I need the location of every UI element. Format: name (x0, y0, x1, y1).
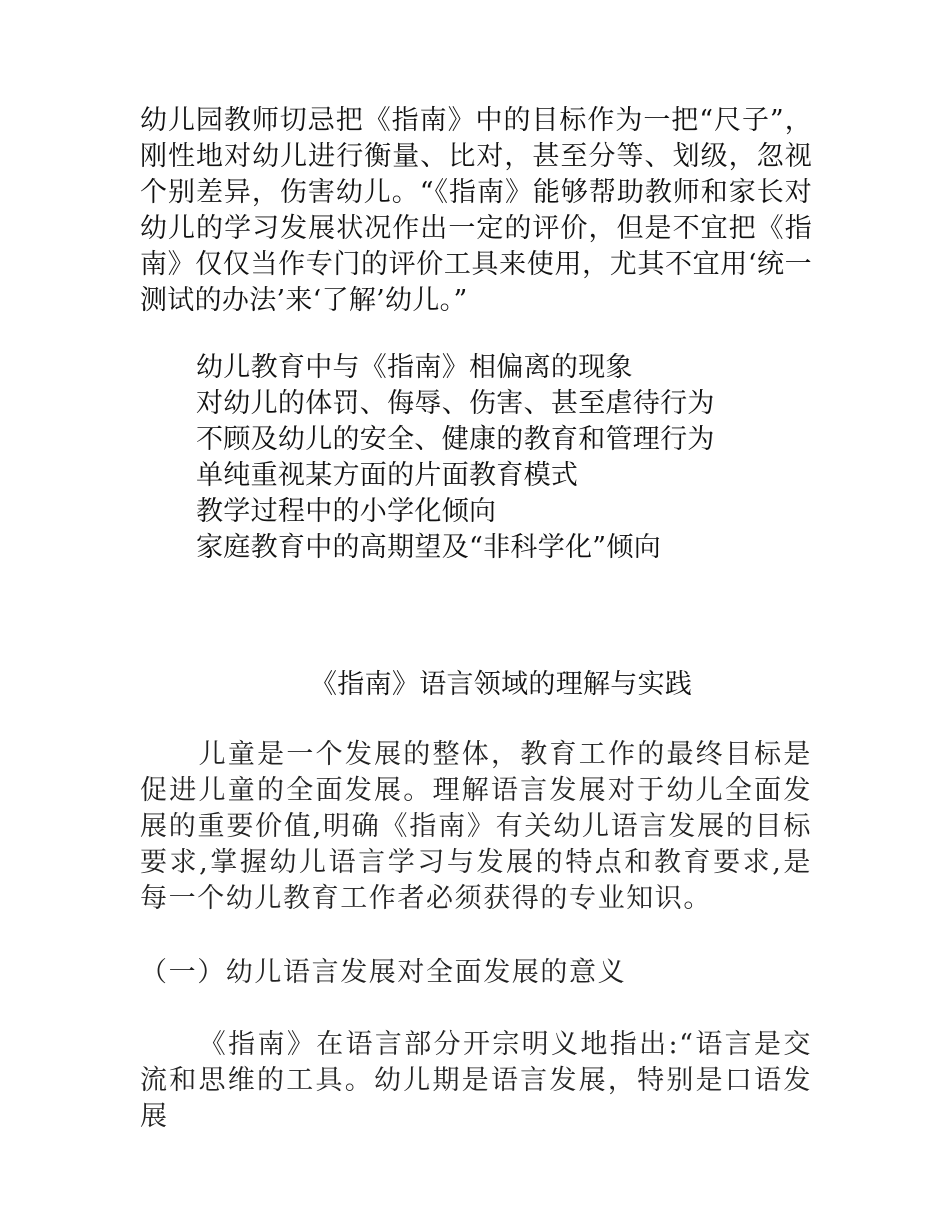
body-paragraph (140, 737, 812, 917)
intro-paragraph: 幼儿园教师切忌把《指南》中的目标作为一把“尺子”，刚性地对幼儿进行衡量、比对，甚至分等、划级，忽视个别差异，伤害幼儿。“《指南》能够帮助教师和家长对幼儿的学习发展状况作出一定的评价，但是不宜把《指南》仅仅当作专门的评价工具来使用，尤其不宜用‘统一测试的办法’来‘了解’幼儿。” (140, 105, 812, 316)
list-item: 对幼儿的体罚、侮辱、伤害、甚至虐待行为 (196, 388, 715, 419)
list-item: 家庭教育中的高期望及“非科学化”倾向 (196, 532, 662, 563)
list-item: 单纯重视某方面的片面教育模式 (196, 460, 579, 491)
deviation-list (196, 350, 715, 566)
subheading: （一）幼儿语言发展对全面发展的意义 (140, 957, 627, 988)
last-paragraph-text: 《指南》在语言部分开宗明义地指出:“语言是交流和思维的工具。幼儿期是语言发展，特别是口语发展 (140, 1029, 812, 1132)
list-item: 不顾及幼儿的安全、健康的教育和管理行为 (196, 424, 715, 455)
section-title: 《指南》语言领域的理解与实践 (310, 669, 693, 700)
body-paragraph-text: 儿童是一个发展的整体，教育工作的最终目标是促进儿童的全面发展。理解语言发展对于幼儿全面发展的重要价值,明确《指南》有关幼儿语言发展的目标要求,掌握幼儿语言学习与发展的特点和教育要求,是每一个幼儿教育工作者必须获得的专业知识。 (140, 739, 812, 914)
list-item: 教学过程中的小学化倾向 (196, 496, 497, 527)
last-paragraph (140, 1027, 812, 1135)
list-item: 幼儿教育中与《指南》相偏离的现象 (196, 352, 633, 383)
